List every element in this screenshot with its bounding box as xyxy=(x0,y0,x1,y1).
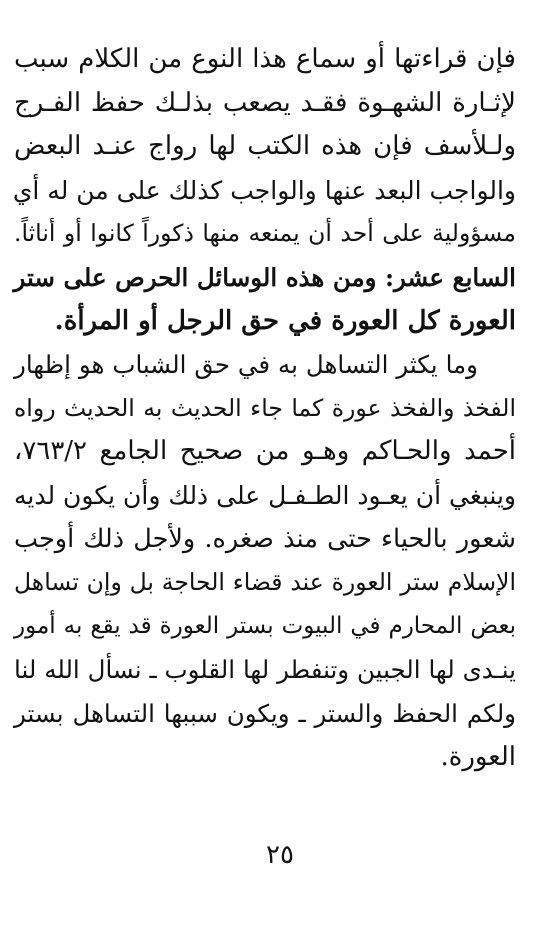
text-line: وينبغي أن يعـود الطـفـل على ذلك وأن يكون لديه xyxy=(14,480,516,510)
heading-line: السابع عشر: ومن هذه الوسائل الحرص على ستر xyxy=(13,262,516,292)
paragraph-2 xyxy=(14,343,516,779)
text-line: بعض المحارم في البيوت بستر العورة قد يقع به أمور xyxy=(14,612,516,639)
text-line: ولكم الحفظ والستر ـ ويكون سببها التساهل بستر xyxy=(14,698,516,728)
text-line: ينـدى لها الجبين وتنفطر لها القلوب ـ نسأل الله لنا xyxy=(14,655,516,685)
section-heading xyxy=(14,256,516,343)
text-line: والواجب البعد عنها والواجب كذلك على من له أي xyxy=(12,175,516,205)
text-line: شعور بالحياء حتى منذ صغره. ولأجل ذلك أوجب xyxy=(14,523,516,554)
heading-line: العورة كل العورة في حق الرجل أو المرأة. xyxy=(54,305,516,336)
page-number: ٢٥ xyxy=(266,840,294,870)
text-line: العورة. xyxy=(440,741,516,772)
text-line: الفخذ والفخذ عورة كما جاء الحديث به الحديث رواه xyxy=(14,393,516,422)
text-line: ولـلأسف فإن هذه الكتب لها رواج عنـد البعض xyxy=(14,131,516,162)
text-line: مسؤولية على أحد أن يمنعه منها ذكوراً كانوا أو أناثاً. xyxy=(14,219,516,248)
text-line: أحمد والحـاكم وهـو من صحيح الجامع ٧٦٣/٢، xyxy=(14,436,516,467)
text-line: الإسلام ستر العورة عند قضاء الحاجة بل وإن تساهل xyxy=(14,568,516,597)
text-line: وما يكثر التساهل به في حق الشباب هو إظهار xyxy=(14,350,478,380)
text-line: لإثـارة الشهـوة فقـد يصعب بذلـك حفظ الفـرج xyxy=(14,87,516,118)
text-line: فإن قراءتها أو سماع هذا النوع من الكلام سبب xyxy=(14,44,516,74)
page-body xyxy=(14,38,516,918)
paragraph-1 xyxy=(14,38,516,256)
